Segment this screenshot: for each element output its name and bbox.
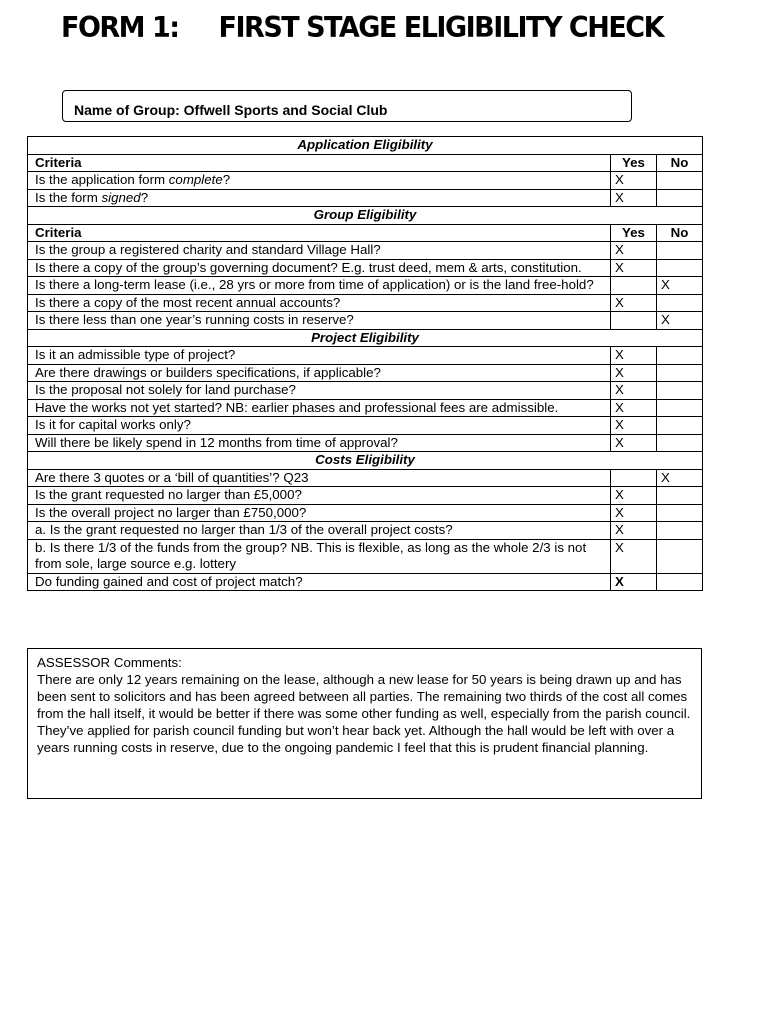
no-header: No (657, 154, 703, 172)
yes-mark: X (611, 382, 657, 400)
criteria-row (28, 399, 703, 417)
criteria-row (28, 573, 703, 591)
criteria-row (28, 259, 703, 277)
question-text: Is there less than one year’s running costs in reserve? (35, 312, 354, 327)
criteria-header: Criteria (28, 154, 611, 172)
yes-mark: X (611, 417, 657, 435)
yes-mark: X (611, 573, 657, 591)
criteria-header-row (28, 154, 703, 172)
criteria-question (28, 242, 611, 260)
criteria-row (28, 539, 703, 573)
criteria-row (28, 469, 703, 487)
no-mark: X (657, 469, 703, 487)
criteria-row (28, 504, 703, 522)
no-mark (657, 259, 703, 277)
criteria-row (28, 189, 703, 207)
form-number: FORM 1: (61, 12, 179, 45)
question-text: Will there be likely spend in 12 months from time of approval? (35, 434, 398, 450)
section-heading: Costs Eligibility (28, 452, 703, 470)
question-text: ? (222, 172, 231, 187)
criteria-row (28, 364, 703, 382)
question-text: b. Is there 1/3 of the funds from the group? NB. This is flexible, as long as the whole 2/3 is not from sole, large source e.g. lottery (35, 539, 587, 571)
question-text: ? (140, 189, 149, 205)
yes-mark: X (611, 189, 657, 207)
no-mark (657, 417, 703, 435)
question-text: Do funding gained and cost of project match? (35, 573, 303, 589)
section-heading: Project Eligibility (28, 329, 703, 347)
yes-mark (611, 277, 657, 295)
yes-mark: X (611, 434, 657, 452)
question-text: Is the group a registered charity and standard Village Hall? (35, 242, 381, 257)
question-emphasis: complete (168, 172, 223, 187)
question-emphasis: signed (101, 189, 141, 205)
yes-mark: X (611, 539, 657, 573)
criteria-row (28, 277, 703, 295)
criteria-header-row (28, 224, 703, 242)
no-mark (657, 382, 703, 400)
criteria-question (28, 259, 611, 277)
no-mark (657, 347, 703, 365)
no-mark (657, 504, 703, 522)
question-text: Is the proposal not solely for land purchase? (35, 382, 296, 397)
no-mark (657, 294, 703, 312)
criteria-row (28, 382, 703, 400)
no-mark (657, 242, 703, 260)
criteria-row (28, 434, 703, 452)
criteria-question (28, 364, 611, 382)
criteria-question (28, 312, 611, 330)
yes-mark: X (611, 242, 657, 260)
criteria-question (28, 277, 611, 295)
yes-mark: X (611, 487, 657, 505)
question-text: Is there a long-term lease (i.e., 28 yrs or more from time of application) or is the land free-hold? (35, 277, 594, 292)
no-mark (657, 573, 703, 591)
no-mark (657, 539, 703, 573)
question-text: Is the overall project no larger than £750,000? (35, 504, 307, 520)
criteria-question (28, 294, 611, 312)
question-text: Is it an admissible type of project? (35, 347, 236, 362)
criteria-question (28, 434, 611, 452)
criteria-question (28, 417, 611, 435)
form-heading: FIRST STAGE ELIGIBILITY CHECK (218, 12, 663, 45)
yes-mark: X (611, 347, 657, 365)
no-mark (657, 399, 703, 417)
yes-mark: X (611, 522, 657, 540)
eligibility-table-body (28, 137, 703, 591)
assessor-comments-text: There are only 12 years remaining on the lease, although a new lease for 50 years is being drawn up and has been sent to solicitors and has been agreed between all parties. The remaining two thirds of the cost all comes from the hall itself, it would be better if there was some other funding as well, especially from the parish council. They’ve applied for parish council funding but won’t hear back yet. Although the hall would be left with over a years running costs in reserve, due to the ongoing pandemic I feel that this is prudent financial planning. (37, 672, 691, 755)
no-header: No (657, 224, 703, 242)
criteria-question (28, 504, 611, 522)
yes-mark: X (611, 504, 657, 522)
question-text: Is it for capital works only? (35, 417, 191, 432)
no-mark (657, 522, 703, 540)
section-heading-row (28, 207, 703, 225)
yes-mark (611, 469, 657, 487)
criteria-question (28, 347, 611, 365)
criteria-row (28, 242, 703, 260)
group-name-box (62, 90, 632, 122)
question-text: Is there a copy of the group’s governing document? E.g. trust deed, mem & arts, constitution. (35, 259, 582, 275)
criteria-row (28, 312, 703, 330)
criteria-question (28, 522, 611, 540)
form-title (61, 12, 663, 45)
no-mark (657, 189, 703, 207)
section-heading: Group Eligibility (28, 207, 703, 225)
criteria-question (28, 539, 611, 573)
criteria-row (28, 522, 703, 540)
yes-mark: X (611, 172, 657, 190)
no-mark (657, 364, 703, 382)
assessor-comments-box (27, 648, 702, 799)
yes-mark: X (611, 294, 657, 312)
question-text: Is the form (35, 189, 102, 205)
criteria-question (28, 399, 611, 417)
yes-header: Yes (611, 154, 657, 172)
criteria-row (28, 172, 703, 190)
eligibility-table (27, 136, 703, 591)
criteria-question (28, 487, 611, 505)
yes-mark (611, 312, 657, 330)
question-text: Are there 3 quotes or a ‘bill of quantities’? Q23 (35, 469, 309, 485)
question-text: Is there a copy of the most recent annual accounts? (35, 294, 341, 310)
yes-mark: X (611, 364, 657, 382)
criteria-row (28, 294, 703, 312)
group-name: Name of Group: Offwell Sports and Social Club (74, 102, 388, 118)
criteria-row (28, 487, 703, 505)
criteria-header: Criteria (28, 224, 611, 242)
question-text: Is the grant requested no larger than £5,000? (35, 487, 302, 502)
no-mark (657, 487, 703, 505)
yes-mark: X (611, 259, 657, 277)
section-heading-row (28, 452, 703, 470)
no-mark: X (657, 277, 703, 295)
yes-header: Yes (611, 224, 657, 242)
no-mark: X (657, 312, 703, 330)
criteria-row (28, 347, 703, 365)
criteria-question (28, 172, 611, 190)
section-heading-row (28, 137, 703, 155)
criteria-question (28, 382, 611, 400)
question-text: Is the application form (35, 172, 169, 187)
question-text: Are there drawings or builders specifications, if applicable? (35, 364, 381, 380)
question-text: Have the works not yet started? NB: earlier phases and professional fees are admissible. (35, 399, 559, 415)
no-mark (657, 434, 703, 452)
yes-mark: X (611, 399, 657, 417)
criteria-row (28, 417, 703, 435)
criteria-question (28, 469, 611, 487)
criteria-question (28, 189, 611, 207)
criteria-question (28, 573, 611, 591)
question-text: a. Is the grant requested no larger than 1/3 of the overall project costs? (35, 522, 453, 537)
section-heading-row (28, 329, 703, 347)
no-mark (657, 172, 703, 190)
assessor-comments-label: ASSESSOR Comments: (37, 655, 182, 670)
section-heading: Application Eligibility (28, 137, 703, 155)
